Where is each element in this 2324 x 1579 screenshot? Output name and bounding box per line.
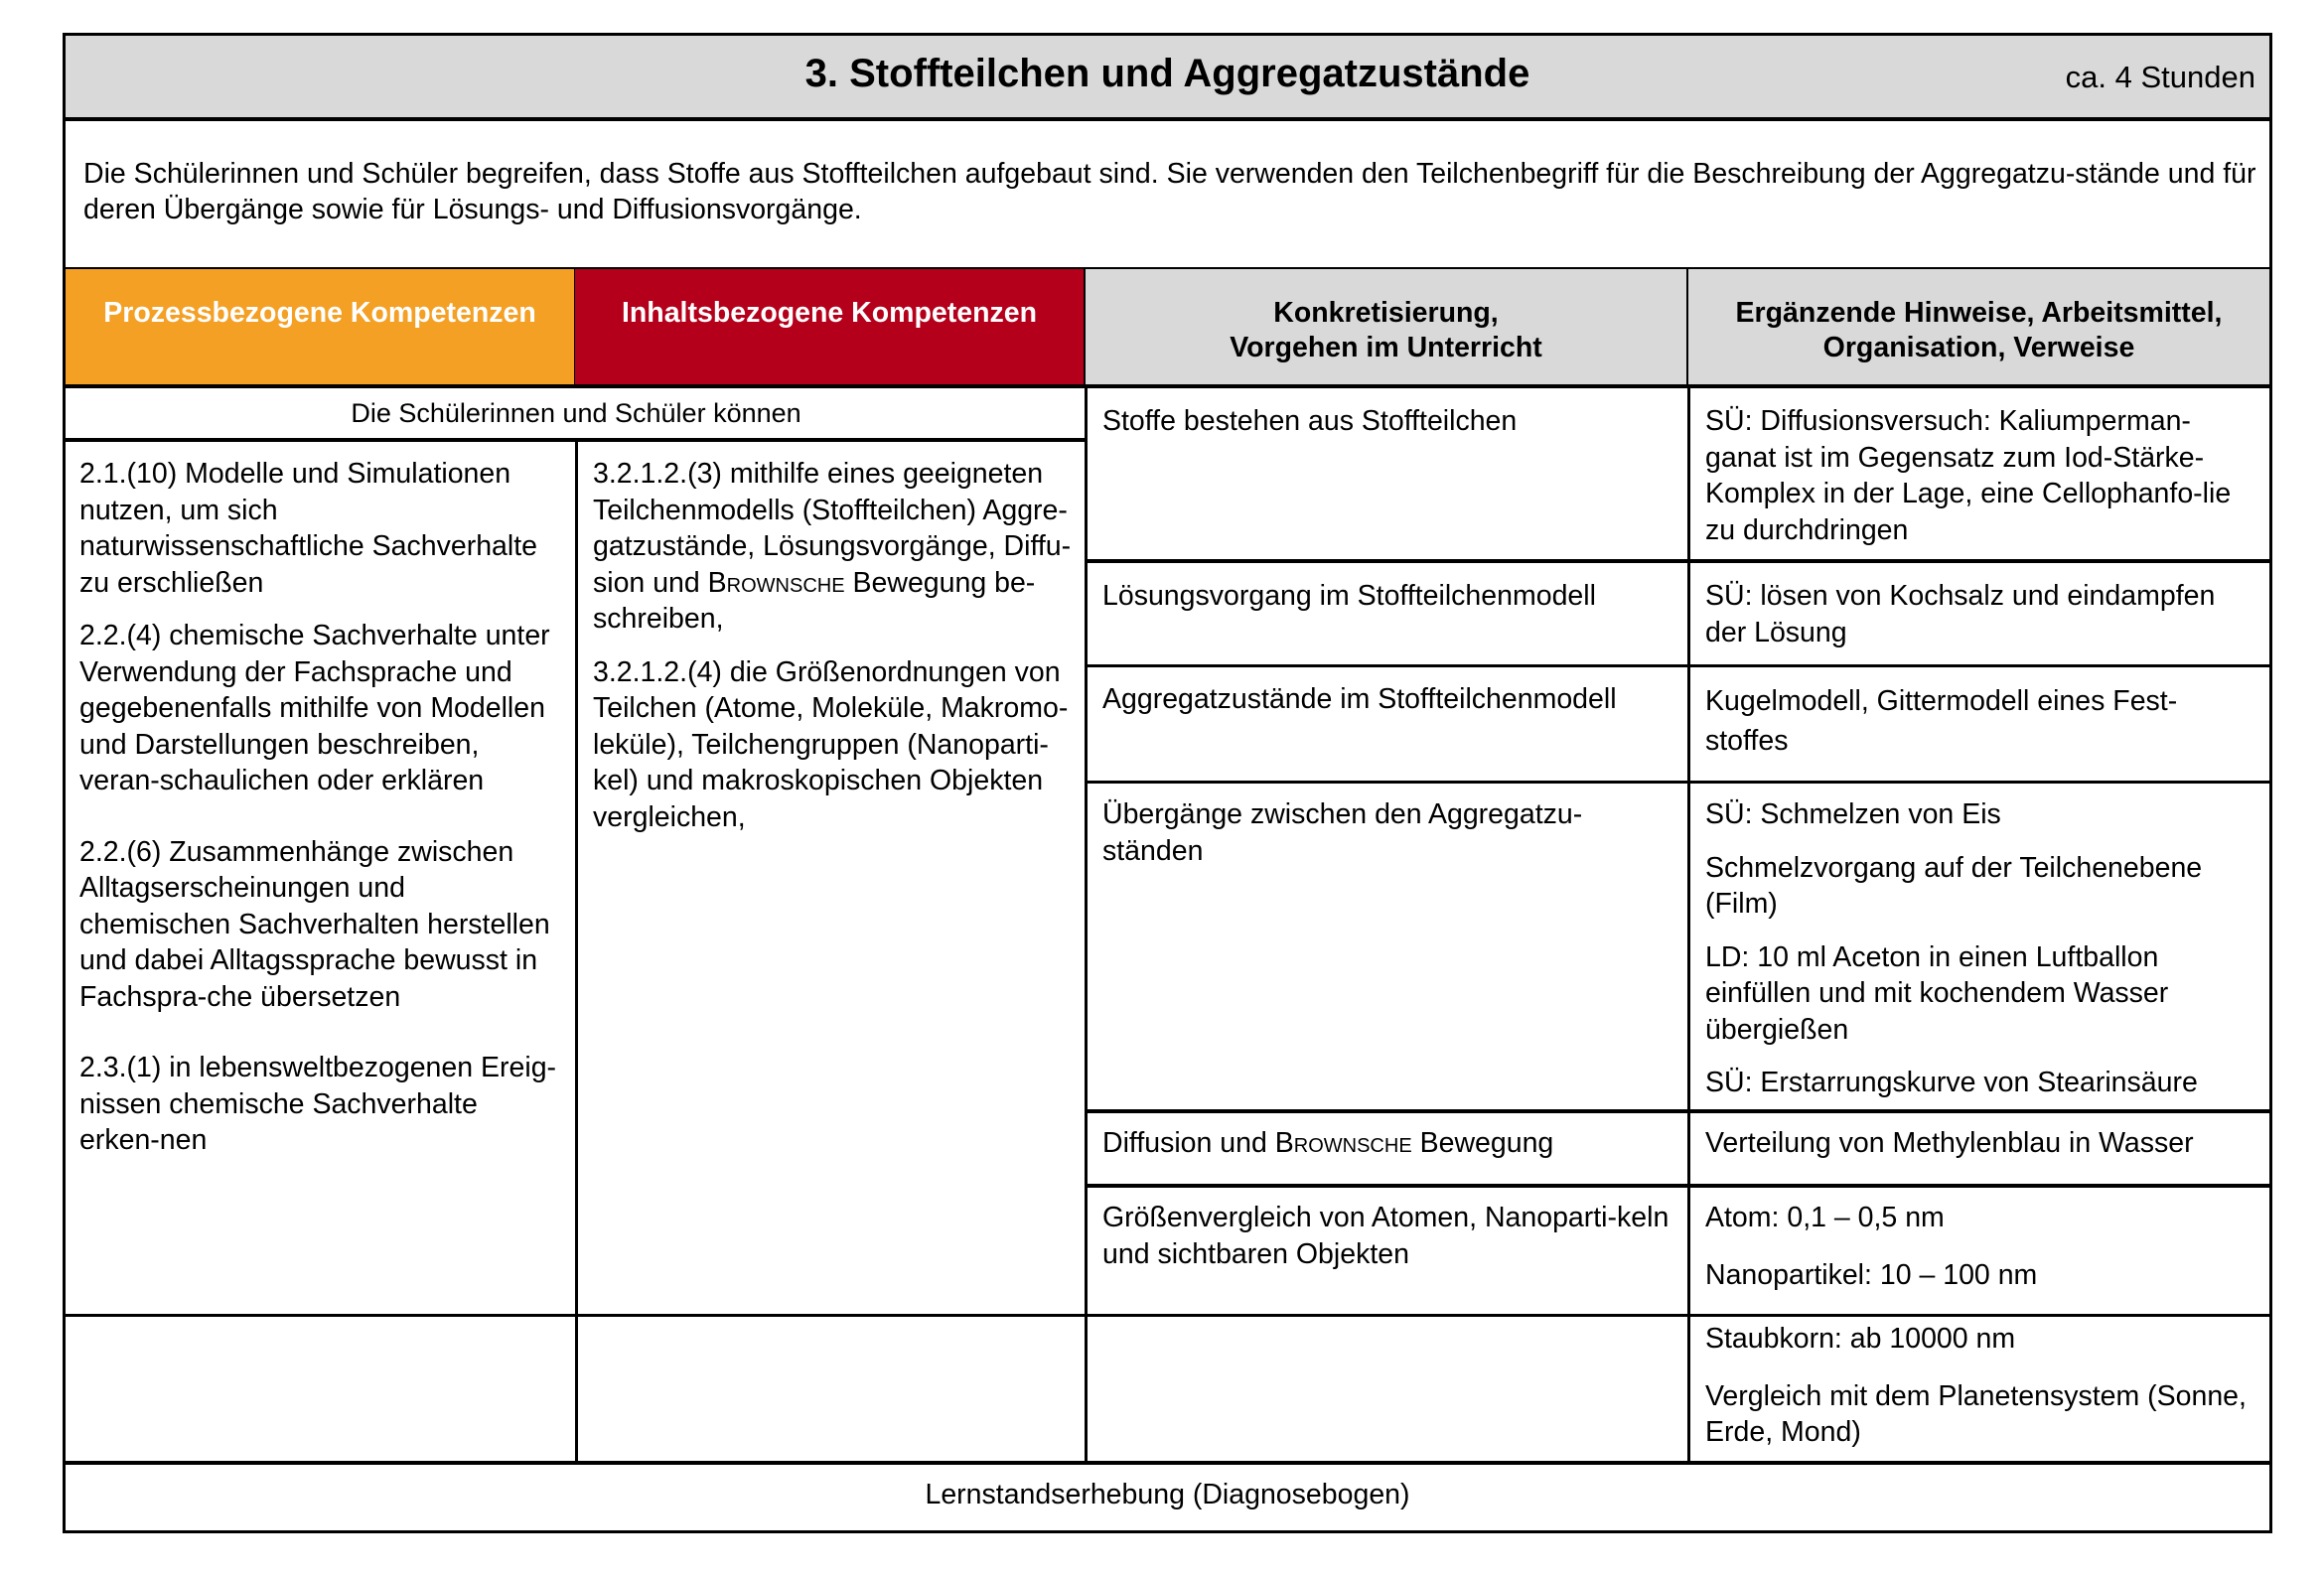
note-item: SÜ: lösen von Kochsalz und eindampfen der Lösung — [1705, 580, 2216, 648]
column-divider — [1687, 387, 1690, 1463]
row-divider — [1085, 1184, 2271, 1188]
process-competence-item: 2.2.(6) Zusammenhänge zwischen Alltagserscheinungen und chemischen Sachverhalten herstellen und dabei Alltagssprache bewusst in Fachspra-che übersetzen — [79, 835, 550, 1013]
header-concretization-line2: Vorgehen im Unterricht — [1230, 332, 1542, 363]
row-divider — [1085, 559, 2271, 563]
process-competence-item: 2.3.(1) in lebensweltbezogenen Ereig-nissen chemische Sachverhalte erken-nen — [79, 1052, 557, 1156]
concrete-cell-5 — [1089, 1113, 1688, 1162]
note-item: Atom: 0,1 – 0,5 nm — [1705, 1202, 1945, 1233]
page-title: 3. Stoffteilchen und Aggregatzustände — [804, 52, 1530, 95]
assessment-footer: Lernstandserhebung (Diagnosebogen) — [925, 1479, 1410, 1510]
process-competence-item: 2.2.(4) chemische Sachverhalte unter Verwendung der Fachsprache und gegebenenfalls mithilfe von Modellen und Darstellungen beschreiben, veran-schaulichen oder erklären — [79, 620, 550, 796]
notes-cell-1 — [1691, 391, 2271, 565]
concrete-cell-6: Größenvergleich von Atomen, Nanoparti-keln und sichtbaren Objekten — [1102, 1202, 1670, 1270]
concrete-cell-4: Übergänge zwischen den Aggregatzu-ständen — [1102, 798, 1583, 867]
header-content-competences: Inhaltsbezogene Kompetenzen — [575, 267, 1087, 388]
header-concretization — [1086, 267, 1689, 388]
header-process-competences: Prozessbezogene Kompetenzen — [63, 267, 576, 388]
title-bar — [63, 33, 2272, 121]
notes-cell-2 — [1691, 566, 2271, 667]
column-divider — [1085, 387, 1088, 1463]
note-item: SÜ: Erstarrungskurve von Stearinsäure — [1705, 1067, 2198, 1098]
header-notes-line2: Organisation, Verweise — [1822, 332, 2135, 363]
process-competences-cell — [66, 444, 576, 1176]
note-item: LD: 10 ml Aceton in einen Luftballon einfüllen und mit kochendem Wasser übergießen — [1705, 940, 2169, 1046]
content-competence-text: Bewegung be-schreiben, — [593, 566, 1036, 635]
content-competence-text: 3.2.1.2.(3) mithilfe eines geeigneten Teilchenmodells (Stoffteilchen) Aggre-gatzustände, Lösungsvorgänge, Diffu-sion und — [593, 458, 1072, 599]
process-competence-item: 2.1.(10) Modelle und Simulationen nutzen, um sich naturwissenschaftliche Sachverhalte zu erschließen — [79, 458, 537, 599]
concrete-name: Brownsche — [1274, 1127, 1412, 1159]
notes-cell-7 — [1691, 1309, 2271, 1468]
header-notes — [1688, 267, 2272, 388]
note-item: Kugelmodell, Gittermodell eines Fest-stoffes — [1705, 685, 2178, 757]
content-competence-item — [593, 456, 1072, 638]
content-competences-cell — [579, 444, 1086, 852]
note-item: Vergleich mit dem Planetensystem (Sonne, Erde, Mond) — [1705, 1379, 2247, 1448]
note-item: Verteilung von Methylenblau in Wasser — [1705, 1127, 2194, 1159]
concrete-text: Diffusion und — [1102, 1127, 1275, 1159]
concrete-text: Bewegung — [1411, 1127, 1554, 1159]
note-item: Nanopartikel: 10 – 100 nm — [1705, 1258, 2038, 1291]
note-item: Staubkorn: ab 10000 nm — [1705, 1323, 2016, 1355]
subheader-students-can: Die Schülerinnen und Schüler können — [63, 387, 1087, 442]
concrete-cell-3: Aggregatzustände im Stoffteilchenmodell — [1102, 683, 1617, 715]
row-divider — [1085, 1109, 2271, 1113]
row-divider — [1085, 664, 2271, 667]
duration-label: ca. 4 Stunden — [2065, 60, 2255, 94]
row-divider — [1085, 781, 2271, 784]
concrete-cell-7 — [1089, 1317, 1688, 1329]
content-competence-item — [593, 654, 1072, 836]
row-divider — [63, 1314, 2272, 1317]
concrete-cell-2: Lösungsvorgang im Stoffteilchenmodell — [1102, 580, 1596, 612]
content-competence-text: 3.2.1.2.(4) die Größenordnungen von Teilchen (Atome, Moleküle, Makromo-leküle), Teilchengruppen (Nanoparti-kel) und makroskopischen Objekten vergleichen, — [593, 655, 1069, 833]
header-concretization-line1: Konkretisierung, — [1273, 297, 1499, 329]
column-divider — [575, 440, 578, 1463]
notes-cell-5 — [1691, 1113, 2271, 1179]
note-item: SÜ: Schmelzen von Eis — [1705, 798, 2001, 830]
concrete-cell-1: Stoffe bestehen aus Stoffteilchen — [1102, 405, 1518, 437]
notes-cell-3 — [1691, 669, 2271, 778]
intro-text: Die Schülerinnen und Schüler begreifen, dass Stoffe aus Stoffteilchen aufgebaut sind. Sie verwenden den Teilchenbegriff für die Beschreibung der Aggregatzu-stände und für deren Übergänge sowie für Lösungs- und Diffusionsvorgänge. — [63, 120, 2272, 268]
note-item: Schmelzvorgang auf der Teilchenebene (Film) — [1705, 851, 2203, 920]
note-item: SÜ: Diffusionsversuch: Kaliumperman-ganat ist im Gegensatz zum Iod-Stärke-Komplex in der Lage, eine Cellophanfo-lie zu durchdringen — [1705, 405, 2232, 546]
header-notes-line1: Ergänzende Hinweise, Arbeitsmittel, — [1735, 297, 2223, 329]
notes-cell-6 — [1691, 1188, 2271, 1310]
content-competence-name: Brownsche — [707, 566, 845, 599]
notes-cell-4 — [1691, 785, 2271, 1118]
